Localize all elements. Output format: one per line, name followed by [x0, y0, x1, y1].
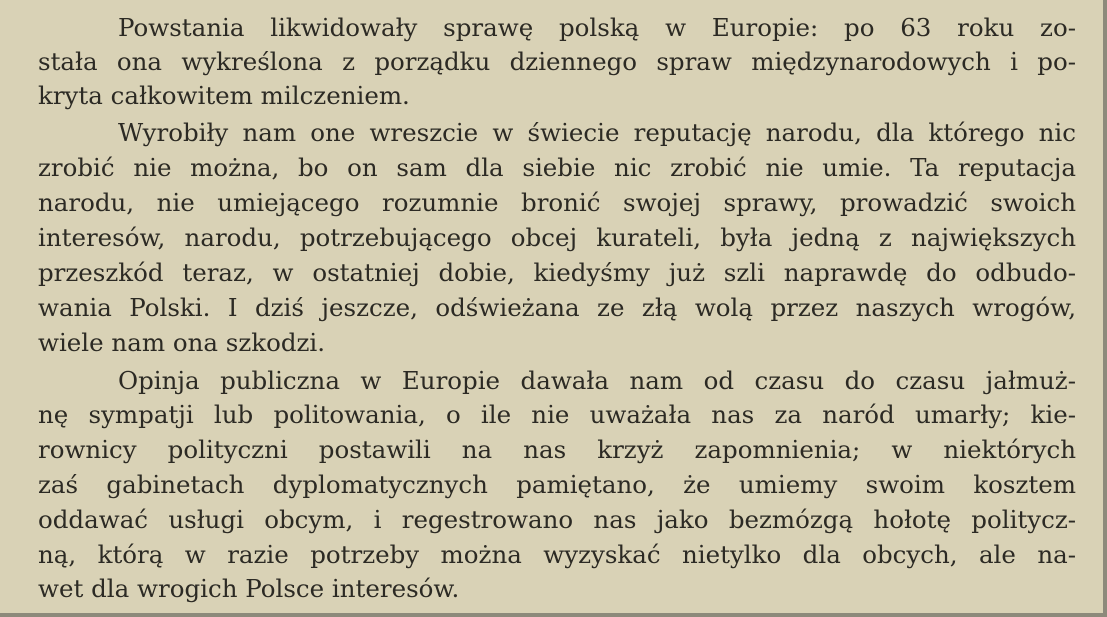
text-line: interesów, narodu, potrzebującego obcej kurateli, była jedną z największych [38, 223, 1076, 252]
text-line: Wyrobiły nam one wreszcie w świecie reputację narodu, dla którego nic [118, 118, 1076, 147]
text-line: zaś gabinetach dyplomatycznych pamiętano, że umiemy swoim kosztem [38, 470, 1076, 499]
text-line: Powstania likwidowały sprawę polską w Europie: po 63 roku zo- [118, 13, 1076, 42]
text-line: nę sympatji lub politowania, o ile nie uważała nas za naród umarły; kie- [38, 400, 1076, 429]
text-line: stała ona wykreślona z porządku dziennego spraw międzynarodowych i po- [38, 47, 1076, 76]
text-line: kryta całkowitem milczeniem. [38, 81, 410, 110]
text-line: wania Polski. I dziś jeszcze, odświeżana ze złą wolą przez naszych wrogów, [38, 293, 1076, 322]
text-line: zrobić nie można, bo on sam dla siebie nic zrobić nie umie. Ta reputacja [38, 153, 1076, 182]
text-line: wiele nam ona szkodzi. [38, 328, 326, 357]
text-line: narodu, nie umiejącego rozumnie bronić swojej sprawy, prowadzić swoich [38, 188, 1076, 217]
text-line: rownicy polityczni postawili na nas krzyż zapomnienia; w niektórych [38, 435, 1076, 464]
text-line: Opinja publiczna w Europie dawała nam od czasu do czasu jałmuż- [118, 366, 1076, 395]
text-line: przeszkód teraz, w ostatniej dobie, kiedyśmy już szli naprawdę do odbudo- [38, 258, 1076, 287]
text-line: wet dla wrogich Polsce interesów. [38, 574, 460, 603]
text-line: ną, którą w razie potrzeby można wyzyskać nietylko dla obcych, ale na- [38, 540, 1076, 569]
text-line: oddawać usługi obcym, i regestrowano nas jako bezmózgą hołotę politycz- [38, 505, 1076, 534]
